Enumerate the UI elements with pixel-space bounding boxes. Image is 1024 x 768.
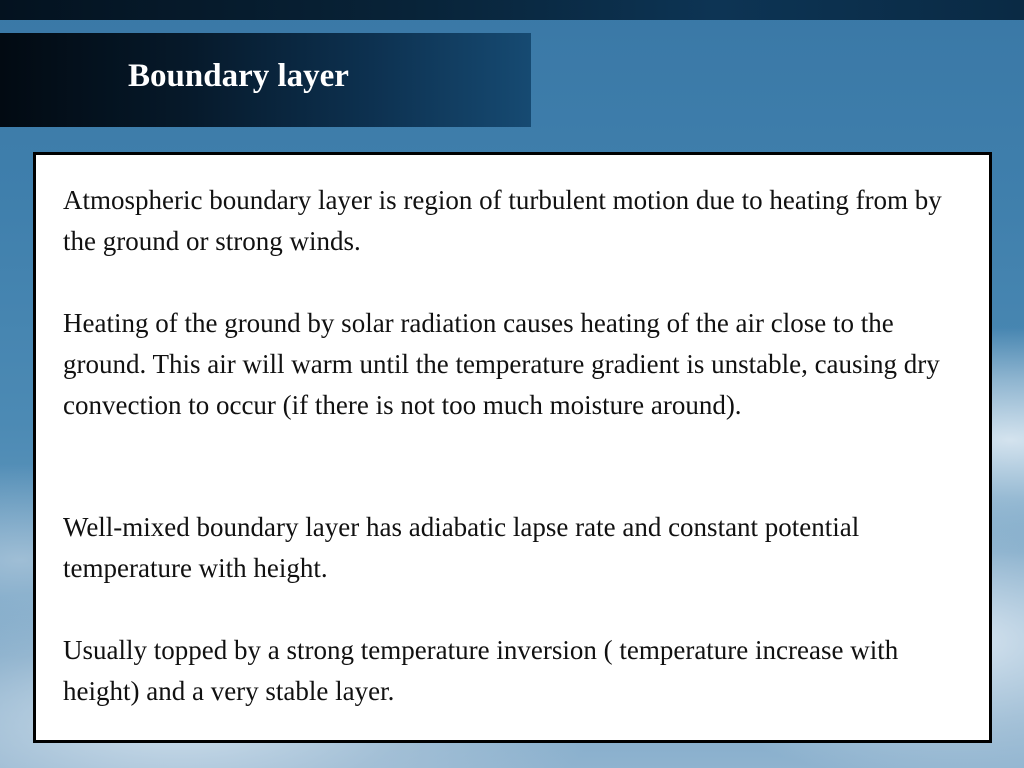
paragraph-atmospheric-boundary-layer: Atmospheric boundary layer is region of turbulent motion due to heating from by the ground or strong winds. <box>63 185 942 256</box>
top-decorative-bar <box>0 0 1024 20</box>
content-box <box>33 152 992 743</box>
paragraph-temperature-inversion: Usually topped by a strong temperature inversion ( temperature increase with height) and a very stable layer. <box>63 635 899 706</box>
paragraph-ground-heating: Heating of the ground by solar radiation causes heating of the air close to the ground. This air will warm until the temperature gradient is unstable, causing dry convection to occur (if there is not too much moisture around). <box>63 308 940 420</box>
paragraph-well-mixed-layer: Well-mixed boundary layer has adiabatic lapse rate and constant potential temperature with height. <box>63 512 860 583</box>
slide-title: Boundary layer <box>128 58 349 94</box>
